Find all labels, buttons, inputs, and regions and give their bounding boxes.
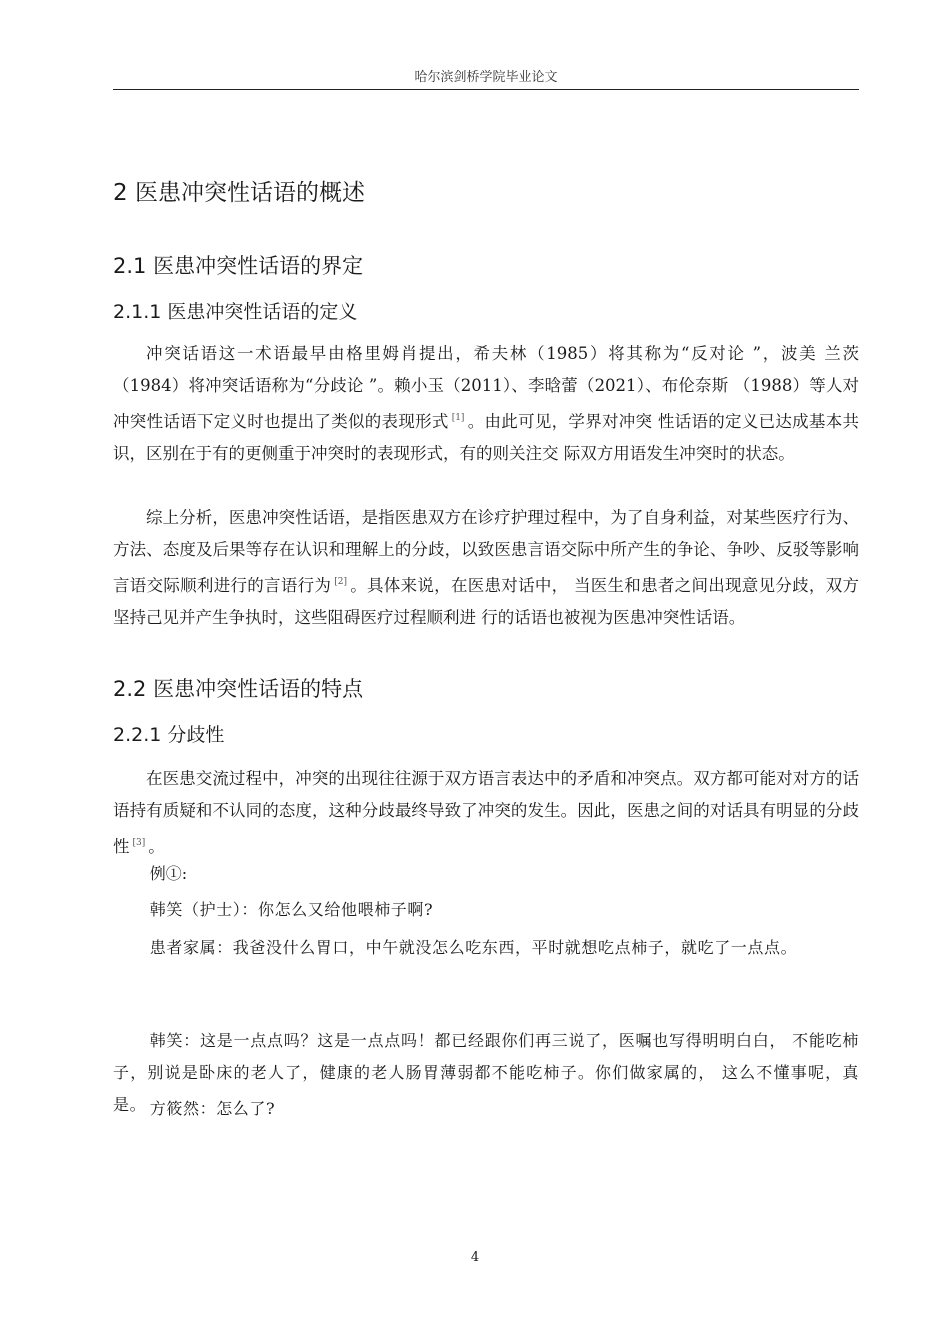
section-title-2-2: 2.2 医患冲突性话语的特点 [113,677,364,701]
paragraph-text: 冲突话语这一术语最早由格里姆肖提出，希夫林（1985）将其称为“反对论 ”，波美 兰茨（1984）将冲突话语称为“分歧论 ”。赖小玉（2011）、李晗蕾（2021）、布伦奈斯 （1988）等人对冲突性话语下定义时也提出了类似的表现形式 [113,344,859,431]
citation-2: [2] [334,577,347,587]
citation-3: [3] [132,838,146,848]
chapter-title: 2 医患冲突性话语的概述 [113,180,365,206]
paragraph-definition-2 [113,502,859,634]
running-header: 哈尔滨剑桥学院毕业论文 [414,70,558,85]
dialog-line: 方筱然：怎么了? [149,1099,276,1118]
paragraph-text: 综上分析，医患冲突性话语，是指医患双方在诊疗护理过程中，为了自身利益，对某些医疗行为、方法、态度及后果等存在认识和理解上的分歧，以致医患言语交际中所产生的争论、争吵、反驳等影响言语交际顺利进行的言语行为 [113,508,859,595]
example-label: 例①: [149,864,188,883]
paragraph-text: 在医患交流过程中，冲突的出现往往源于双方语言表达中的矛盾和冲突点。双方都可能对对方的话语持有质疑和不认同的态度，这种分歧最终导致了冲突的发生。因此，医患之间的对话具有明显的分歧性 [113,769,859,856]
subsection-title-2-2-1: 2.2.1 分歧性 [113,724,225,746]
dialog-line: 韩笑（护士）：你怎么又给他喂柿子啊? [149,900,434,919]
dialog-line: 韩笑：这是一点点吗？这是一点点吗！都已经跟你们再三说了，医嘱也写得明明白白， 不能吃柿子，别说是卧床的老人了，健康的老人肠胃薄弱都不能吃柿子。你们做家属的， 这么不懂事呢，真是。 [113,1031,859,1114]
citation-1: [1] [451,413,465,423]
paragraph-text: 。 [148,837,165,856]
subsection-title-2-1-1: 2.1.1 医患冲突性话语的定义 [113,301,358,323]
dialog-line: 患者家属：我爸没什么胃口，中午就没怎么吃东西，平时就想吃点柿子，就吃了一点点。 [149,938,798,957]
header-divider [113,89,859,90]
page-number: 4 [470,1250,480,1265]
section-title-2-1: 2.1 医患冲突性话语的界定 [113,254,364,278]
paragraph-divergence [113,763,859,863]
paragraph-text: 。具体来说，在医患对话中， 当医生和患者之间出现意见分歧，双方坚持己见并产生争执时，这些阻碍医疗过程顺利进 行的话语也被视为医患冲突性话语。 [113,576,860,627]
paragraph-text: 。由此可见，学界对冲突 性话语的定义已达成基本共识，区别在于有的更侧重于冲突时的表现形式，有的则关注交 际双方用语发生冲突时的状态。 [113,412,860,463]
paragraph-definition-1 [113,338,859,470]
